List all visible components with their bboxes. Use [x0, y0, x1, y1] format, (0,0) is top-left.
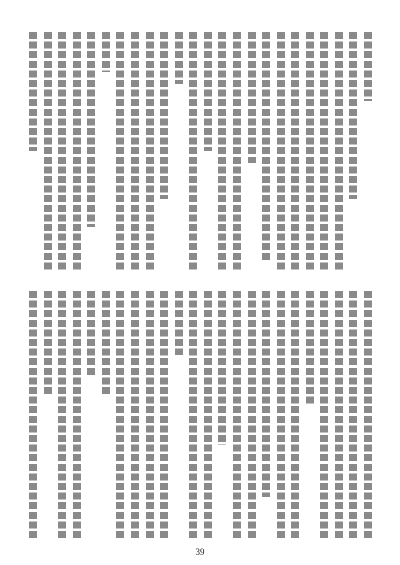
text-column	[320, 291, 328, 539]
text-column	[116, 291, 124, 539]
upper-text-block	[0, 32, 400, 270]
text-column	[160, 32, 168, 199]
text-column	[364, 32, 372, 101]
text-column	[291, 291, 299, 539]
text-column	[218, 32, 226, 270]
text-column	[102, 32, 110, 72]
text-column	[44, 291, 52, 395]
text-column	[189, 32, 197, 270]
text-column	[262, 32, 270, 260]
text-column	[204, 291, 212, 539]
text-column	[160, 291, 168, 539]
text-column	[146, 32, 154, 270]
text-column	[277, 291, 285, 539]
text-column	[175, 32, 183, 84]
text-column	[204, 32, 212, 151]
text-column	[58, 291, 66, 539]
text-column	[306, 291, 314, 405]
text-column	[146, 291, 154, 539]
text-column	[335, 32, 343, 270]
text-column	[102, 291, 110, 395]
text-column	[73, 291, 81, 539]
text-column	[218, 291, 226, 445]
text-column	[73, 32, 81, 270]
text-column	[29, 32, 37, 151]
text-column	[87, 291, 95, 375]
text-column	[233, 32, 241, 270]
text-column	[349, 291, 357, 539]
text-column	[58, 32, 66, 270]
text-column	[116, 32, 124, 270]
page-number: 39	[195, 547, 205, 557]
text-column	[335, 291, 343, 539]
text-column	[349, 32, 357, 199]
text-column	[189, 291, 197, 539]
text-column	[131, 32, 139, 270]
text-column	[131, 291, 139, 539]
text-column	[248, 32, 256, 163]
text-column	[233, 291, 241, 539]
text-column	[87, 32, 95, 227]
text-column	[248, 291, 256, 539]
text-column	[306, 32, 314, 270]
text-column	[320, 32, 328, 270]
text-column	[29, 291, 37, 539]
text-column	[277, 32, 285, 270]
text-column	[175, 291, 183, 355]
lower-text-block	[0, 291, 400, 539]
text-column	[44, 32, 52, 270]
text-column	[364, 291, 372, 539]
text-column	[291, 32, 299, 270]
text-column	[262, 291, 270, 497]
